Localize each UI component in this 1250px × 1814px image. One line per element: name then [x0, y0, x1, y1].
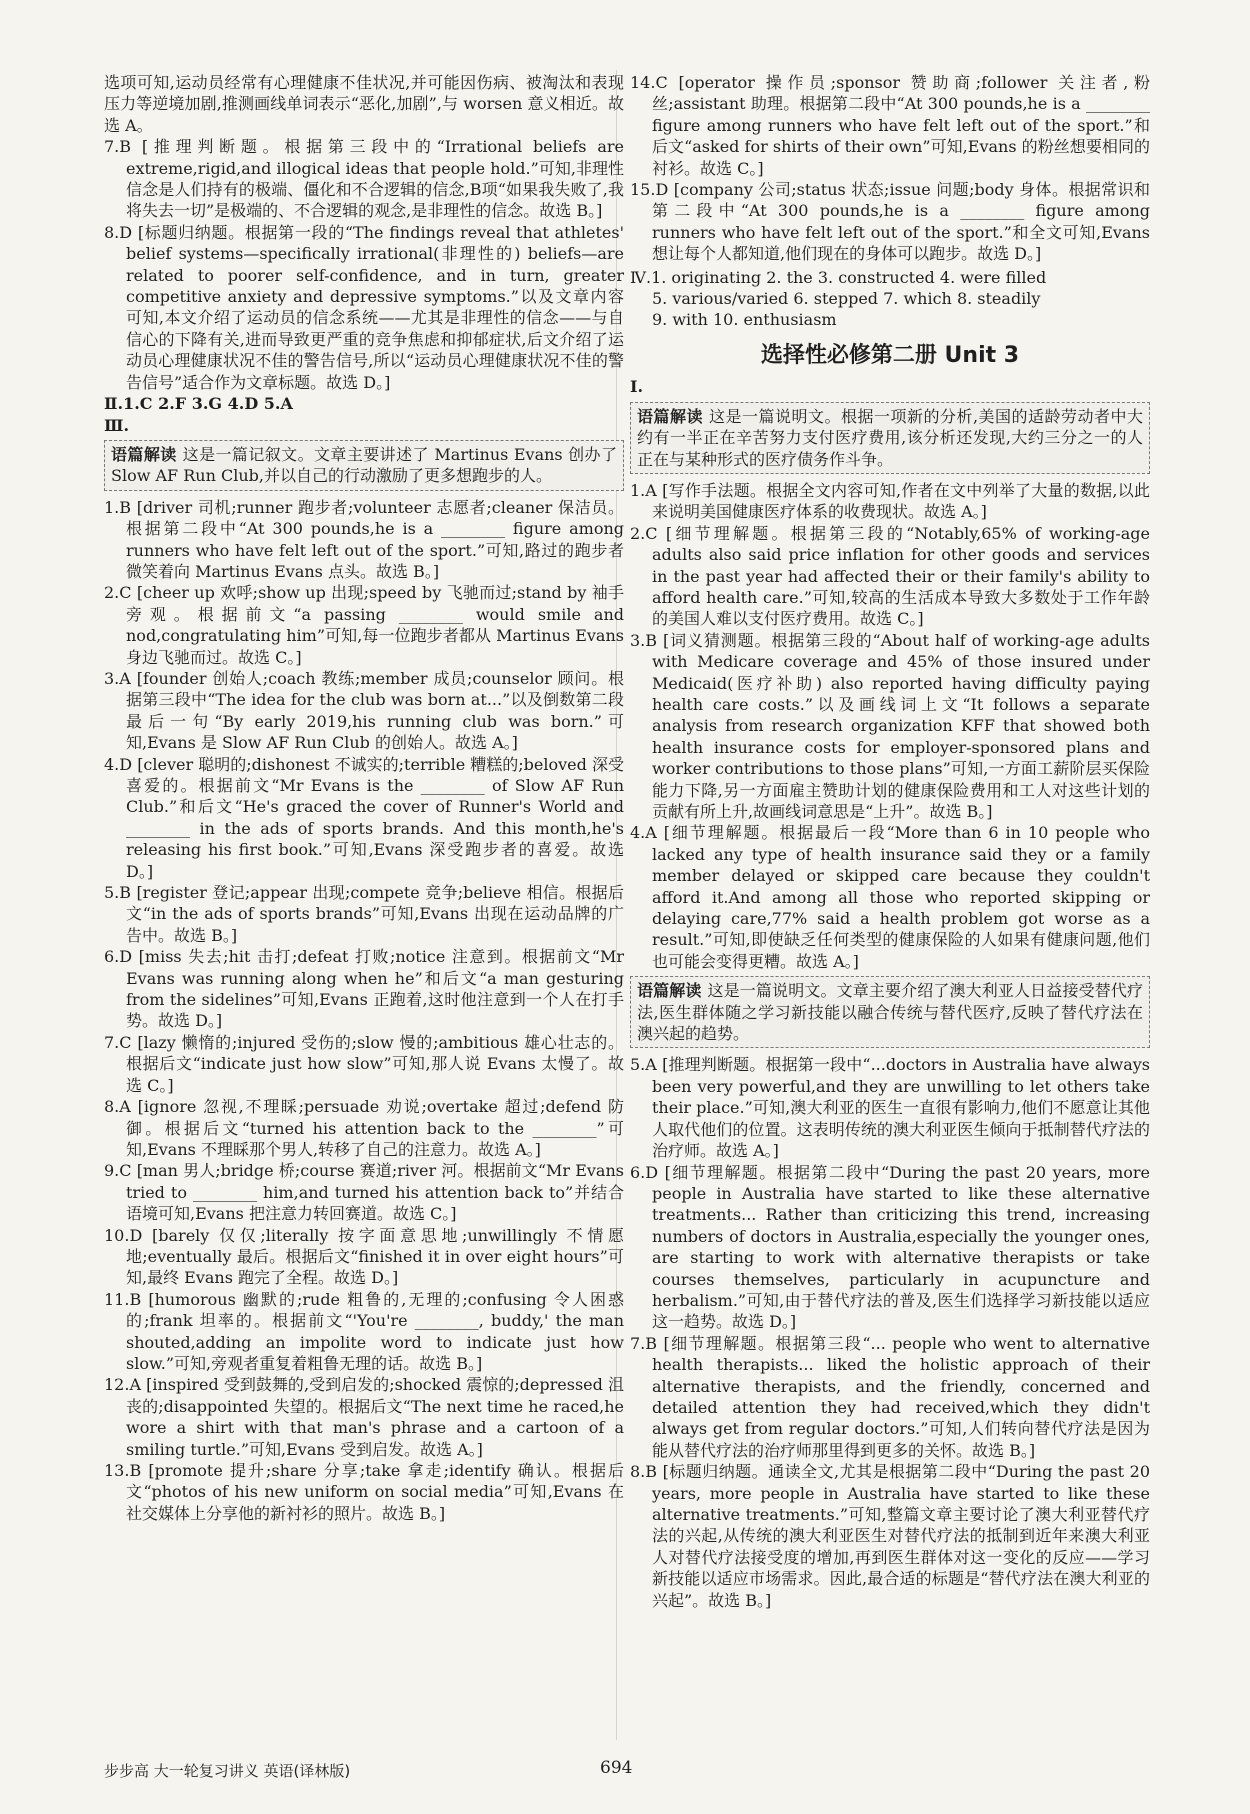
section-4-answers	[630, 267, 1150, 331]
answer-item	[630, 480, 1150, 523]
answer-explanation: [operator 操作员;sponsor 赞助商;follower 关注者,粉丝;assistant 助理。根据第二段中“At 300 pounds,he is a ________ figure among runners who have felt left out of the sport.”和后文“asked for shirts of their own”可知,Evans 的粉丝想要相同的衬衫。故选 C。]	[652, 73, 1150, 178]
section-4-line-2: 5. various/varied 6. stepped 7. which 8. steadily	[652, 289, 1041, 309]
answer-item	[104, 497, 624, 583]
answer-explanation: [ignore 忽视,不理睬;persuade 劝说;overtake 超过;defend 防御。根据后文“turned his attention back to the ________”可知,Evans 不理睬那个男人,转移了自己的注意力。故选 A。]	[126, 1097, 624, 1159]
answer-item	[104, 1032, 624, 1096]
answer-number: 9.C	[104, 1161, 132, 1181]
answer-explanation: [miss 失去;hit 击打;defeat 打败;notice 注意到。根据前文“Mr Evans was running along when he”和后文“a man gesturing from the sidelines”可知,Evans 正跑着,这时他注意到一个人在打手势。故选 D。]	[126, 947, 624, 1031]
answer-number: 6.D	[104, 947, 133, 967]
answer-explanation: [细节理解题。根据第三段“... people who went to alternative health therapists... liked the holistic approach of their alternative therapists, and the friendly, concerned and detailed attention they had received,which they didn't always get from regular doctors.”可知,人们转向替代疗法是因为能从替代疗法的治疗师那里得到更多的关怀。故选 B。]	[652, 1333, 1150, 1460]
answer-explanation: [founder 创始人;coach 教练;member 成员;counselor 顾问。根据第三段中“The idea for the club was born at...”以及倒数第二段最后一句“By early 2019,his running club was born.”可知,Evans 是 Slow AF Run Club 的创始人。故选 A。]	[126, 668, 624, 753]
answer-item	[104, 1460, 624, 1524]
answer-item	[630, 1461, 1150, 1611]
answer-number: 1.B	[104, 497, 132, 517]
answer-item	[104, 668, 624, 754]
left-column	[104, 72, 624, 1524]
answer-explanation: [细节理解题。根据第三段的“Notably,65% of working-age adults also said price inflation for other goods and services in the past year had affected their or their family's ability to afford health care.”可知,较高的生活成本导致大多数处于工作年龄的美国人难以支付医疗费用。故选 C。]	[652, 523, 1150, 629]
section-4-line-3: 9. with 10. enthusiasm	[652, 310, 837, 330]
answer-item	[630, 822, 1150, 972]
answer-item	[104, 1289, 624, 1375]
answer-explanation: [inspired 受到鼓舞的,受到启发的;shocked 震惊的;depressed 沮丧的;disappointed 失望的。根据后文“The next time he raced,he wore a shirt with that man's phrase and a cartoon of a smiling turtle.”可知,Evans 受到启发。故选 A。]	[126, 1375, 624, 1459]
answer-number: 8.B	[630, 1462, 658, 1482]
answer-number: 4.D	[104, 754, 133, 774]
answer-number: 6.D	[630, 1162, 659, 1182]
answer-item	[104, 222, 624, 393]
answer-explanation: [标题归纳题。通读全文,尤其是根据第二段中“During the past 20 years, more people in Australia have started to like these alternative treatments.”可知,整篇文章主要讨论了澳大利亚替代疗法的兴起,从传统的澳大利亚医生对替代疗法的抵制到近年来澳大利亚人对替代疗法接受度的增加,再到医生群体对这一变化的反应——学习新技能以适应市场需求。因此,最合适的标题是“替代疗法在澳大利亚的兴起”。故选 B。]	[652, 1462, 1150, 1610]
answer-number: 2.C	[630, 523, 658, 543]
answer-number: 5.B	[104, 883, 132, 903]
answer-explanation: [barely 仅仅;literally 按字面意思地;unwillingly 不情愿地;eventually 最后。根据后文“finished it in over eight hours”可知,最终 Evans 跑完了全程。故选 D。]	[126, 1225, 624, 1288]
answer-item	[104, 1225, 624, 1289]
continued-explanation: 选项可知,运动员经常有心理健康不佳状况,并可能因伤病、被淘汰和表现压力等逆境加剧,推测画线单词表示“恶化,加剧”,与 worsen 意义相近。故选 A。	[104, 73, 624, 135]
passage-analysis-box	[630, 976, 1150, 1048]
answer-number: 4.A	[630, 823, 657, 843]
answer-explanation: [cheer up 欢呼;show up 出现;speed by 飞驰而过;stand by 袖手旁观。根据前文“a passing ________ would smile and nod,congratulating him”可知,每一位跑步者都从 Martinus Evans 身边飞驰而过。故选 C。]	[126, 583, 624, 667]
answer-explanation: [man 男人;bridge 桥;course 赛道;river 河。根据前文“Mr Evans tried to ________ him,and turned his attention back to”并结合语境可知,Evans 把注意力转回赛道。故选 C。]	[126, 1161, 624, 1224]
answer-number: 3.A	[104, 668, 131, 688]
answer-explanation: [写作手法题。根据全文内容可知,作者在文中列举了大量的数据,以此来说明美国健康医疗体系的收费现状。故选 A。]	[652, 480, 1150, 522]
answer-number: 8.D	[104, 222, 133, 242]
answer-number: 10.D	[104, 1225, 143, 1245]
answer-number: 7.B	[630, 1333, 658, 1353]
answer-number: 8.A	[104, 1097, 131, 1117]
answer-number: 12.A	[104, 1375, 141, 1395]
right-column-bottom	[630, 376, 1150, 1611]
answer-item	[104, 1374, 624, 1460]
answer-item	[104, 582, 624, 668]
answer-explanation: [promote 提升;share 分享;take 拿走;identify 确认。根据后文“photos of his new uniform on social media”可知,Evans 在社交媒体上分享他的新衬衫的照片。故选 B。]	[126, 1461, 624, 1523]
answer-number: 1.A	[630, 480, 657, 500]
answer-number: 3.B	[630, 630, 658, 650]
section-marker: Ⅱ.1.C 2.F 3.G 4.D 5.A	[104, 394, 293, 414]
answer-item	[630, 1054, 1150, 1161]
passage-analysis-box	[104, 440, 624, 491]
section-marker: Ⅲ.	[104, 415, 130, 435]
answer-item	[104, 754, 624, 882]
right-column-top	[630, 72, 1150, 265]
answer-explanation: [细节理解题。根据第二段中“During the past 20 years, more people in Australia have started to like these alternative treatments... Rather than criticizing this trend, increasing numbers of doctors in Australia,especially the younger ones, are starting to work with alternative therapists or take courses themselves, particularly in acupuncture and herbalism.”可知,由于替代疗法的普及,医生们选择学习新技能以适应这一趋势。故选 D。]	[652, 1162, 1150, 1332]
answer-explanation: [clever 聪明的;dishonest 不诚实的;terrible 糟糕的;beloved 深受喜爱的。根据前文“Mr Evans is the ________ of Slow AF Run Club.”和后文“He's graced the cover of Runner's World and ________ in the ads of sports brands. And this month,he's releasing his first book.”可知,Evans 深受跑步者的喜爱。故选 D。]	[126, 754, 624, 881]
answer-explanation: [company 公司;status 状态;issue 问题;body 身体。根据常识和第二段中“At 300 pounds,he is a ________ figure among runners who have felt left out of the sport.”和全文可知,Evans 想让每个人都知道,他们现在的身体可以跑步。故选 D。]	[652, 180, 1150, 264]
answer-item	[630, 1162, 1150, 1333]
answer-item	[630, 630, 1150, 823]
answer-explanation: [标题归纳题。根据第一段的“The findings reveal that athletes' belief systems—specifically irrational(非理性的) beliefs—are related to poorer self-confidence, and in turn, greater competitive anxiety and depressive symptoms.”以及文章内容可知,本文介绍了运动员的信念系统——尤其是非理性的信念——与自信心的下降有关,进而导致更严重的竞争焦虑和抑郁症状,后文介绍了运动员心理健康状况不佳的警告信号,所以“运动员心理健康状况不佳的警告信号”适合作为文章标题。故选 D。]	[126, 222, 624, 392]
passage-analysis-tag: 语篇解读	[111, 444, 177, 464]
section-4-line-1: 1. originating 2. the 3. constructed 4. were filled	[651, 267, 1047, 287]
answer-explanation: [driver 司机;runner 跑步者;volunteer 志愿者;cleaner 保洁员。根据第二段中“At 300 pounds,he is a ________ figure among runners who have felt left out of the sport.”可知,路过的跑步者微笑着向 Martinus Evans 点头。故选 B。]	[126, 497, 624, 581]
section-marker: Ⅰ.	[630, 377, 644, 397]
answer-item	[630, 72, 1150, 179]
unit-heading: 选择性必修第二册 Unit 3	[760, 342, 1020, 368]
passage-analysis-tag: 语篇解读	[637, 981, 702, 1001]
answer-explanation: [register 登记;appear 出现;compete 竞争;believe 相信。根据后文“in the ads of sports brands”可知,Evans 出现在运动品牌的广告中。故选 B。]	[126, 883, 624, 945]
answer-item	[630, 523, 1150, 630]
passage-analysis-text: 这是一篇说明文。根据一项新的分析,美国的适龄劳动者中大约有一半正在辛苦努力支付医疗费用,该分析还发现,大约三分之一的人正在与某种形式的医疗债务作斗争。	[637, 406, 1143, 469]
answer-item	[630, 179, 1150, 265]
answer-number: 7.C	[104, 1032, 132, 1052]
footer-book-title: 步步高 大一轮复习讲义 英语(译林版)	[104, 1762, 351, 1780]
answer-item	[104, 1096, 624, 1160]
right-column	[630, 72, 1150, 1611]
answer-number: 11.B	[104, 1289, 142, 1309]
answer-number: 7.B	[104, 137, 132, 157]
answer-explanation: [推理判断题。根据第三段中的“Irrational beliefs are extreme,rigid,and illogical ideas that people hold.”可知,非理性信念是人们持有的极端、僵化和不合逻辑的信念,B项“如果我失败了,我将失去一切”是极端的、不合逻辑的观念,是非理性的信念。故选 B。]	[126, 137, 624, 221]
answer-number: 14.C	[630, 73, 668, 92]
answer-item	[104, 946, 624, 1032]
answer-number: 13.B	[104, 1461, 142, 1480]
answer-item	[104, 136, 624, 222]
passage-analysis-box	[630, 402, 1150, 474]
answer-explanation: [词义猜测题。根据第三段的“About half of working-age adults with Medicare coverage and 45% of those insured under Medicaid(医疗补助) also reported having difficulty paying health care costs.”以及画线词上文“It follows a separate analysis from research organization KFF that showed both health insurance costs for employer-sponsored plans and worker contributions to those plans”可知,一方面工薪阶层买保险能力下降,另一方面雇主赞助计划的健康保险费用和工人对这些计划的贡献有所上升,故画线词意思是“上升”。故选 B。]	[652, 630, 1150, 821]
answer-explanation: [推理判断题。根据第一段中“...doctors in Australia have always been very powerful,and they are unwilling to let others take their place.”可知,澳大利亚的医生一直很有影响力,他们不愿意让其他人取代他们的位置。这表明传统的澳大利亚医生倾向于抵制替代疗法的治疗师。故选 A。]	[652, 1055, 1150, 1161]
answer-explanation: [humorous 幽默的;rude 粗鲁的,无理的;confusing 令人困惑的;frank 坦率的。根据前文“'You're ________, buddy,' the man shouted,adding an impolite word to indicate just how slow.”可知,旁观者重复着粗鲁无理的话。故选 B。]	[126, 1289, 624, 1373]
passage-analysis-text: 这是一篇说明文。文章主要介绍了澳大利亚人日益接受替代疗法,医生群体随之学习新技能以融合传统与替代医疗,反映了替代疗法在澳兴起的趋势。	[637, 981, 1143, 1044]
answer-explanation: [细节理解题。根据最后一段“More than 6 in 10 people who lacked any type of health insurance said they or a family member delayed or skipped care because they couldn't afford it.And among all those who reported skipping or delaying care,77% said a health problem got worse as a result.”可知,即使缺乏任何类型的健康保险的人如果有健康问题,他们也可能会变得更糟。故选 A。]	[652, 823, 1150, 971]
section-4-label: Ⅳ.	[630, 267, 652, 287]
answer-item	[630, 1333, 1150, 1461]
answer-number: 15.D	[630, 180, 669, 200]
passage-analysis-text: 这是一篇记叙文。文章主要讲述了 Martinus Evans 创办了 Slow AF Run Club,并以自己的行动激励了更多想跑步的人。	[111, 444, 617, 486]
answer-number: 5.A	[630, 1055, 657, 1075]
answer-number: 2.C	[104, 583, 132, 603]
passage-analysis-tag: 语篇解读	[637, 406, 703, 426]
page-number: 694	[600, 1758, 633, 1778]
answer-explanation: [lazy 懒惰的;injured 受伤的;slow 慢的;ambitious 雄心壮志的。根据后文“indicate just how slow”可知,那人说 Evans 太慢了。故选 C。]	[126, 1032, 624, 1095]
answer-item	[104, 882, 624, 946]
answer-item	[104, 1160, 624, 1224]
